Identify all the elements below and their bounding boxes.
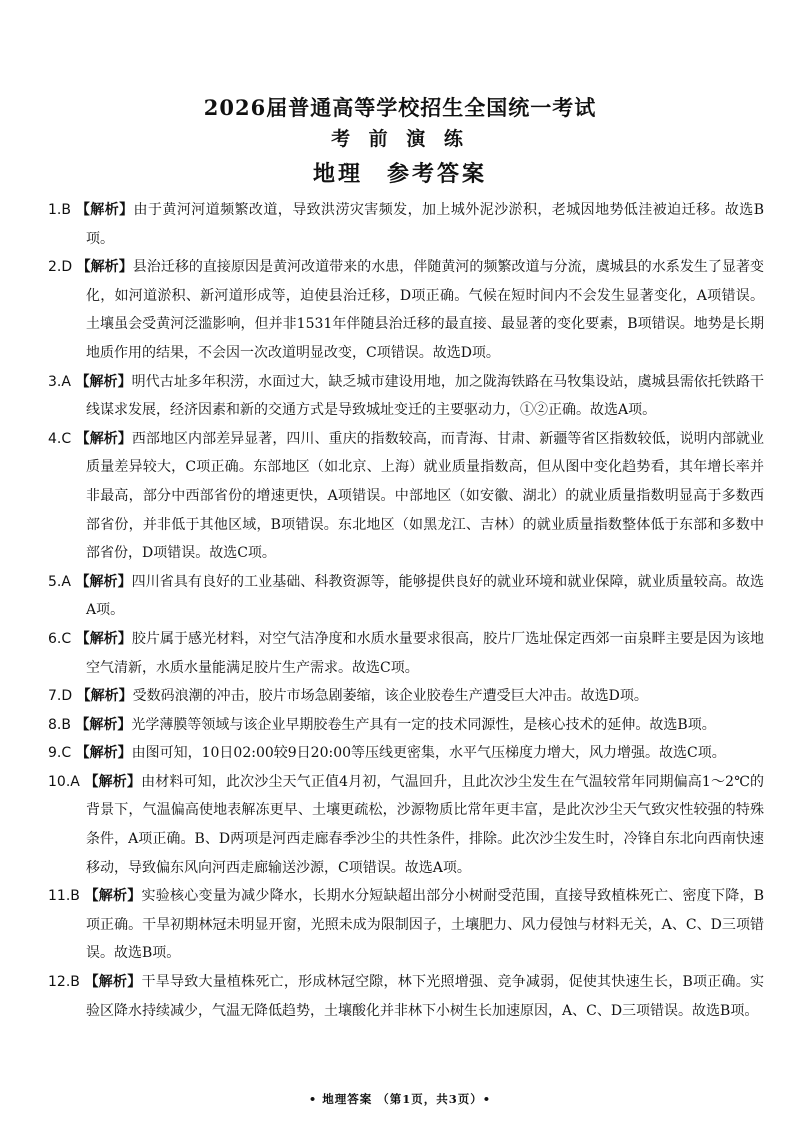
answer-item xyxy=(48,768,764,882)
answer-number: 6.C xyxy=(48,630,72,647)
answer-number: 8.B xyxy=(48,716,71,733)
answer-item xyxy=(48,568,764,625)
analysis-tag: 【解析】 xyxy=(84,888,142,905)
answer-number: 9.C xyxy=(48,745,72,762)
answer-item xyxy=(48,968,764,1025)
analysis-tag: 【解析】 xyxy=(75,745,132,762)
analysis-tag: 【解析】 xyxy=(75,630,132,647)
answer-number: 11.B xyxy=(48,888,80,905)
answer-item xyxy=(48,739,764,768)
answer-text: 四川省具有良好的工业基础、科教资源等，能够提供良好的就业环境和就业保障，就业质量较高。故选A项。 xyxy=(86,573,765,619)
answer-number: 4.C xyxy=(48,430,72,447)
answer-number: 2.D xyxy=(48,259,73,276)
answer-text: 由材料可知，此次沙尘天气正值4月初，气温回升，且此次沙尘发生在气温较常年同期偏高1～2℃的背景下，气温偏高使地表解冻更早、土壤更疏松，沙源物质比常年更丰富，是此次沙尘天气致灾性较强的特殊条件，A项正确。B、D两项是河西走廊春季沙尘的共性条件，排除。此次沙尘发生时，冷锋自东北向西南快速移动，导致偏东风向河西走廊输送沙源，C项错误。故选A项。 xyxy=(86,773,765,876)
answer-number: 7.D xyxy=(48,688,73,705)
answer-text: 光学薄膜等领域与该企业早期胶卷生产具有一定的技术同源性，是核心技术的延伸。故选B项。 xyxy=(131,716,716,733)
analysis-tag: 【解析】 xyxy=(76,688,133,705)
answer-item xyxy=(48,711,764,740)
answer-number: 3.A xyxy=(48,373,71,390)
analysis-tag: 【解析】 xyxy=(76,259,133,276)
analysis-tag: 【解析】 xyxy=(84,974,142,991)
answer-list xyxy=(48,196,764,1025)
answer-item xyxy=(48,368,764,425)
answer-item xyxy=(48,682,764,711)
answer-item xyxy=(48,196,764,253)
answer-text: 干旱导致大量植株死亡，形成林冠空隙，林下光照增强、竞争减弱，促使其快速生长，B项正确。实验区降水持续减少，气温无降低趋势，土壤酸化并非林下小树生长加速原因，A、C、D三项错误。故选B项。 xyxy=(86,974,764,1019)
answer-number: 5.A xyxy=(48,573,71,590)
subject-heading xyxy=(0,157,800,188)
answer-number: 10.A xyxy=(48,773,80,790)
answer-text: 由图可知，10日02:00较9日20:00等压线更密集，水平气压梯度力增大，风力增强。故选C项。 xyxy=(131,745,726,762)
section-name: 参考答案 xyxy=(387,161,488,187)
exam-subtitle: 考 前 演 练 xyxy=(331,128,469,150)
answer-text: 受数码浪潮的冲击，胶片市场急剧萎缩，该企业胶卷生产遭受巨大冲击。故选D项。 xyxy=(132,688,648,705)
page-footer: • 地理答案 （第1页，共3页）• xyxy=(308,1092,492,1106)
analysis-tag: 【解析】 xyxy=(75,202,134,218)
answer-text: 由于黄河河道频繁改道，导致洪涝灾害频发，加上城外泥沙淤积，老城因地势低洼被迫迁移。故选B项。 xyxy=(86,202,765,247)
answer-number: 12.B xyxy=(48,974,80,991)
answer-text: 胶片属于感光材料，对空气洁净度和水质水量要求很高，胶片厂选址保定西郊一亩泉畔主要是因为该地空气清新，水质水量能满足胶片生产需求。故选C项。 xyxy=(86,630,765,676)
answer-item xyxy=(48,625,764,682)
analysis-tag: 【解析】 xyxy=(75,373,132,390)
exam-title: 2026届普通高等学校招生全国统一考试 xyxy=(203,95,597,120)
subject-name: 地理 xyxy=(312,161,363,187)
answer-text: 县治迁移的直接原因是黄河改道带来的水患，伴随黄河的频繁改道与分流，虞城县的水系发生了显著变化，如河道淤积、新河道形成等，迫使县治迁移，D项正确。气候在短时间内不会发生显著变化，A项错误。土壤虽会受黄河泛滥影响，但并非1531年伴随县治迁移的最直接、最显著的变化要素，B项错误。地势是长期地质作用的结果，不会因一次改道明显改变，C项错误。故选D项。 xyxy=(86,259,765,361)
answer-item xyxy=(48,425,764,568)
analysis-tag: 【解析】 xyxy=(75,716,132,733)
analysis-tag: 【解析】 xyxy=(84,773,142,790)
analysis-tag: 【解析】 xyxy=(75,430,132,447)
answer-text: 实验核心变量为减少降水，长期水分短缺超出部分小树耐受范围，直接导致植株死亡、密度下降，B项正确。干旱初期林冠未明显开窗，光照未成为限制因子，土壤肥力、风力侵蚀与材料无关，A、C、D三项错误。故选B项。 xyxy=(86,888,764,962)
answer-text: 西部地区内部差异显著，四川、重庆的指数较高，而青海、甘肃、新疆等省区指数较低，说明内部就业质量差异较大，C项正确。东部地区（如北京、上海）就业质量指数高，但从图中变化趋势看，其年增长率并非最高，部分中西部省份的增速更快，A项错误。中部地区（如安徽、湖北）的就业质量指数明显高于多数西部省份，并非低于其他区域，B项错误。东北地区（如黑龙江、吉林）的就业质量指数整体低于东部和多数中部省份，D项错误。故选C项。 xyxy=(86,430,765,562)
answer-item xyxy=(48,882,764,968)
answer-item xyxy=(48,253,764,367)
analysis-tag: 【解析】 xyxy=(75,573,132,590)
answer-number: 1.B xyxy=(48,202,71,218)
answer-text: 明代古址多年积涝，水面过大，缺乏城市建设用地，加之陇海铁路在马牧集设站，虞城县需依托铁路干线谋求发展，经济因素和新的交通方式是导致城址变迁的主要驱动力，①②正确。故选A项。 xyxy=(86,373,765,419)
